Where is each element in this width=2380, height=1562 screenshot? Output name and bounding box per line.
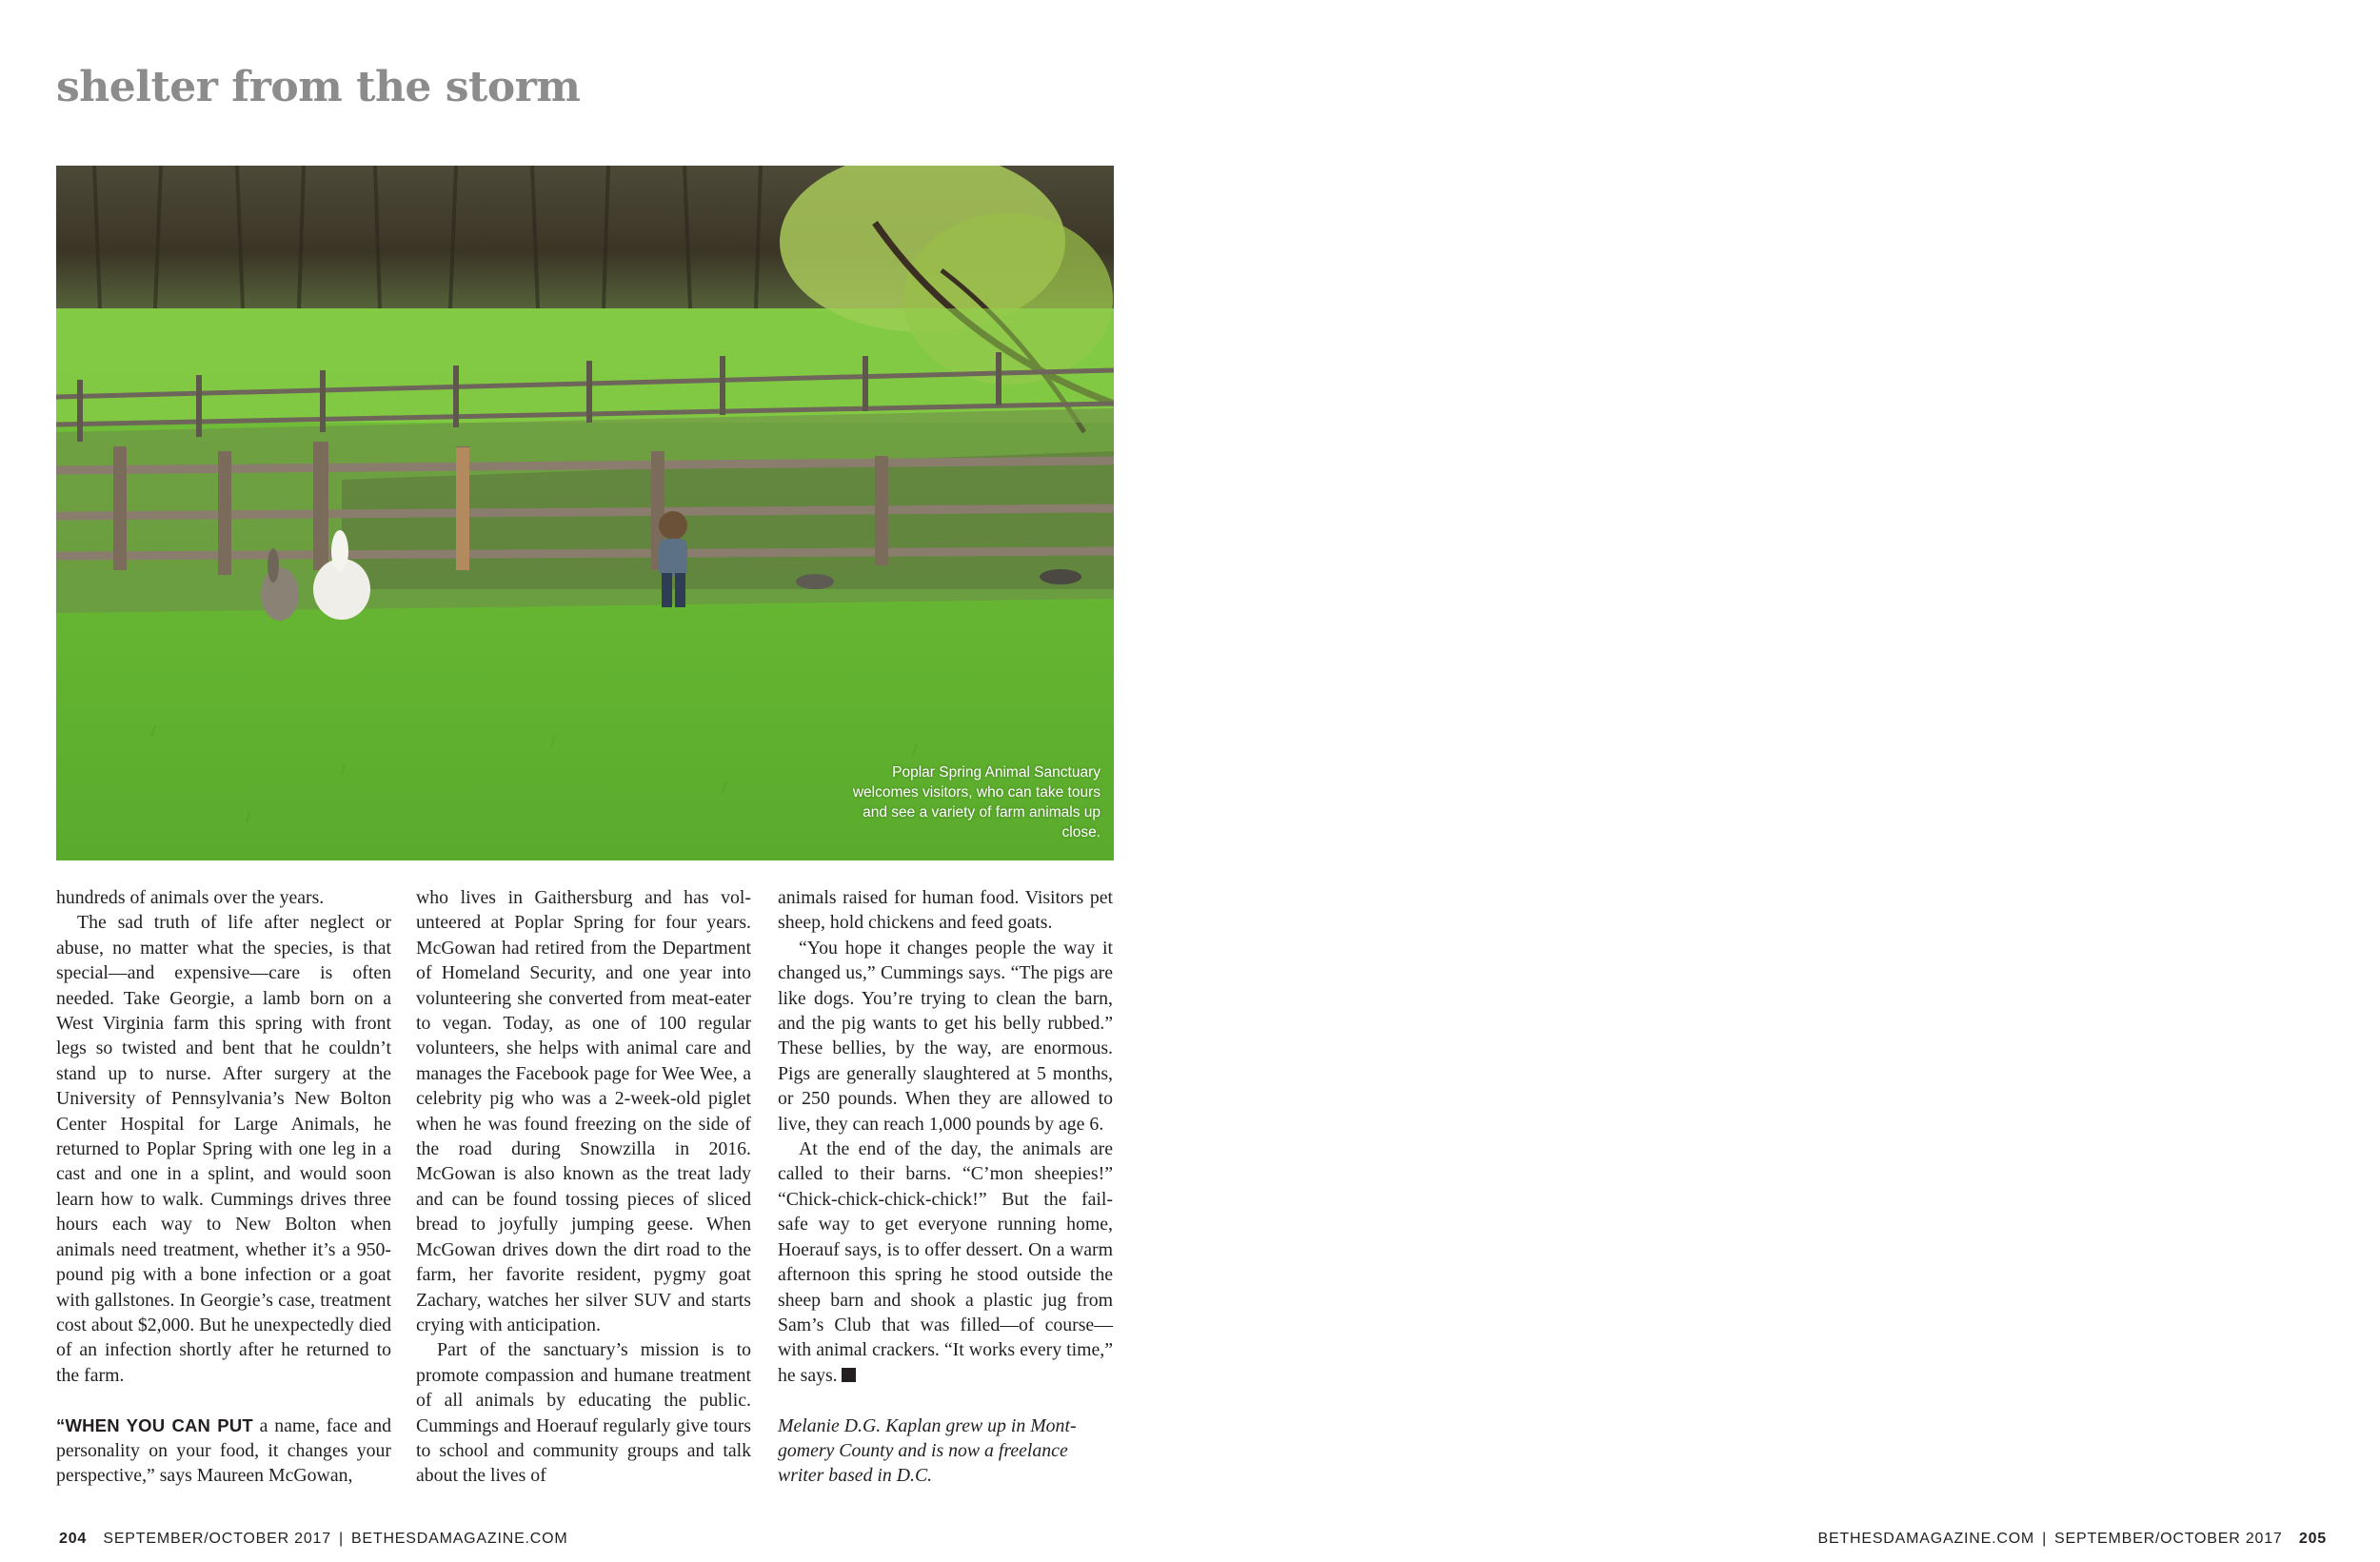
- author-bio: Melanie D.G. Kaplan grew up in Montgomery County and is now a freelance writer based in D.C.: [778, 1414, 1077, 1487]
- page-number: 205: [2298, 1531, 2327, 1547]
- website: BETHESDAMAGAZINE.COM: [1817, 1531, 2035, 1547]
- page-number: 204: [59, 1531, 88, 1547]
- article-column-1: [56, 885, 391, 1489]
- paragraph: [778, 1137, 1113, 1388]
- paragraph: The sad truth of life after neglect or abuse, no matter what the species, is that special—and expensive—care is often needed. Take Georgie, a lamb born on a West Virginia farm this spring with front legs so twisted and bent that he couldn’t stand up to nurse. After surgery at the University of Pennsylvania’s New Bolton Center Hospital for Large Animals, he returned to Poplar Spring with one leg in a cast and one in a splint, and would soon learn how to walk. Cummings drives three hours each way to New Bolton when animals need treatment, whether it’s a 950-pound pig with a bone infection or a goat with gallstones. In Georgie’s case, treatment cost about $2,000. But he unexpectedly died of an infection shortly after he returned to the farm.: [56, 912, 391, 1386]
- website: BETHESDAMAGAZINE.COM: [350, 1531, 568, 1547]
- article-photo: [56, 166, 1114, 860]
- end-mark-icon: [842, 1368, 856, 1382]
- lead-in-text: “WHEN YOU CAN PUT: [56, 1414, 253, 1435]
- folio-left: [59, 1531, 568, 1548]
- folio-right: [1817, 1531, 2327, 1548]
- paragraph-text: At the end of the day, the animals are called to their barns. “C’mon sheepies!” “Chick-chick-chick-chick!” But the fail-safe way to get everyone running home, Hoerauf says, is to offer dessert. On a warm afternoon this spring he stood outside the sheep barn and shook a plastic jug from Sam’s Club that was filled—of course—with animal crackers. “It works every time,” he says.: [778, 1138, 1113, 1386]
- section-title: shelter from the storm: [56, 63, 581, 111]
- photo-caption: Poplar Spring Animal Sanctuary welcomes visitors, who can take tours and see a variety of farm animals up close.: [852, 764, 1101, 840]
- paragraph: who lives in Gaithersburg and has volunteered at Poplar Spring for four years. McGowan had retired from the Department of Homeland Security, and one year into volunteering she converted from meat-eater to vegan. Today, as one of 100 regular volunteers, she helps with animal care and manages the Facebook page for Wee Wee, a celebrity pig who was a 2-week-old piglet when he was found freezing on the side of the road during Snowzilla in 2016. McGowan is also known as the treat lady and can be found tossing pieces of sliced bread to joyfully jumping geese. When McGowan drives down the dirt road to the farm, her favorite resident, pygmy goat Zachary, watches her silver SUV and starts crying with anticipation.: [416, 887, 751, 1335]
- sanctuary-field-illustration: [56, 166, 1114, 860]
- paragraph-text: a name, face and personality on your food, it changes your perspective,” says Maureen McGowan,: [56, 1414, 391, 1487]
- separator: |: [338, 1531, 344, 1547]
- paragraph: Part of the sanctuary’s mission is to promote compassion and humane treatment of all animals by educating the public. Cummings and Hoerauf regularly give tours to school and community groups and talk about the lives of: [416, 1339, 751, 1487]
- article-column-3: [778, 885, 1113, 1489]
- issue-date: SEPTEMBER/OCTOBER 2017: [2054, 1531, 2283, 1547]
- article-column-2: [416, 885, 751, 1489]
- paragraph: “You hope it changes people the way it changed us,” Cummings says. “The pigs are like dogs. You’re trying to clean the barn, and the pig wants to get his belly rubbed.” These bellies, by the way, are enormous. Pigs are generally slaughtered at 5 months, or 250 pounds. When they are allowed to live, they can reach 1,000 pounds by age 6.: [778, 937, 1113, 1135]
- separator: |: [2042, 1531, 2048, 1547]
- paragraph: animals raised for human food. Visitors pet sheep, hold chickens and feed goats.: [778, 887, 1113, 934]
- issue-date: SEPTEMBER/OCTOBER 2017: [103, 1531, 331, 1547]
- paragraph: hundreds of animals over the years.: [56, 887, 325, 908]
- paragraph: [56, 1414, 391, 1489]
